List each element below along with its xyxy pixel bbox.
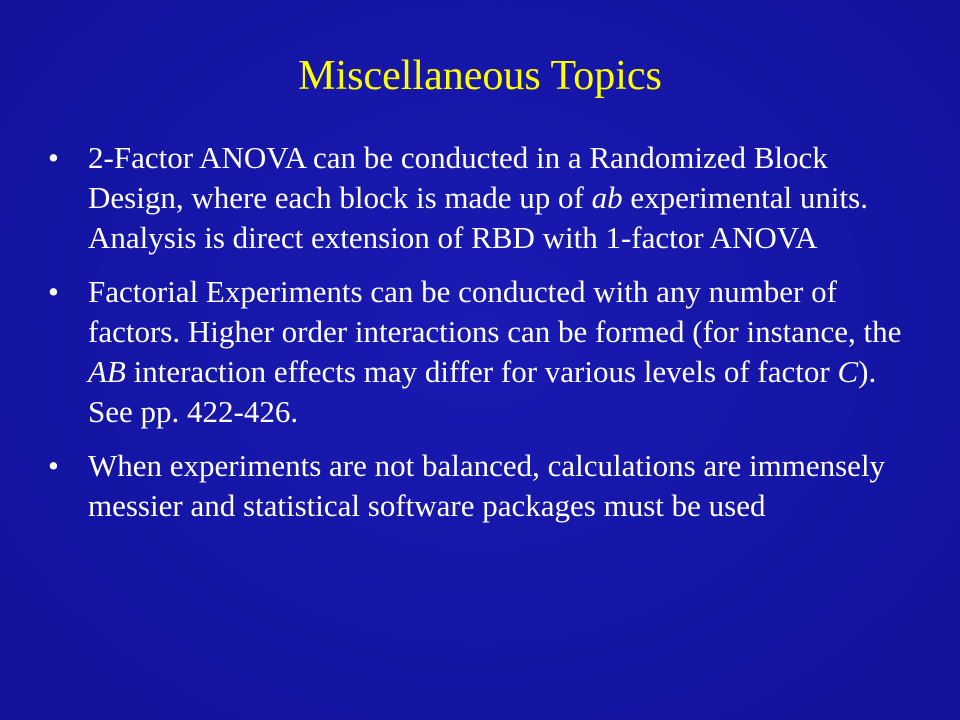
slide-title: Miscellaneous Topics <box>298 53 662 99</box>
bullet-text-3 <box>88 446 908 526</box>
bullet-item-2 <box>48 272 908 432</box>
bullet-text-segment: interaction effects may differ for various levels of factor <box>125 354 838 389</box>
bullet-text-italic-AB: AB <box>88 354 126 389</box>
bullet-icon: • <box>48 140 59 175</box>
bullet-item-1 <box>48 138 908 258</box>
bullet-text-segment: When experiments are not balanced, calculations are immensely messier and statistical software packages must be used <box>88 448 886 523</box>
bullet-item-3 <box>48 446 908 526</box>
bullet-text-segment: 2-Factor ANOVA can be conducted in a Randomized Block Design, where each block is made up of <box>88 140 828 215</box>
bullet-text-italic-C: C <box>837 354 859 389</box>
bullet-text-segment: experimental units. Analysis is direct extension of RBD with 1-factor ANOVA <box>88 180 868 255</box>
bullet-text-segment: Factorial Experiments can be conducted with any number of factors. Higher order interactions can be formed (for instance, the <box>88 274 902 349</box>
bullet-text-2 <box>88 272 908 432</box>
bullet-icon: • <box>48 274 59 309</box>
bullet-text-1 <box>88 138 908 258</box>
bullet-text-segment: ). See pp. 422-426. <box>88 354 877 429</box>
bullet-text-italic-ab: ab <box>591 180 623 215</box>
bullet-list <box>48 138 908 540</box>
bullet-icon: • <box>48 448 59 483</box>
